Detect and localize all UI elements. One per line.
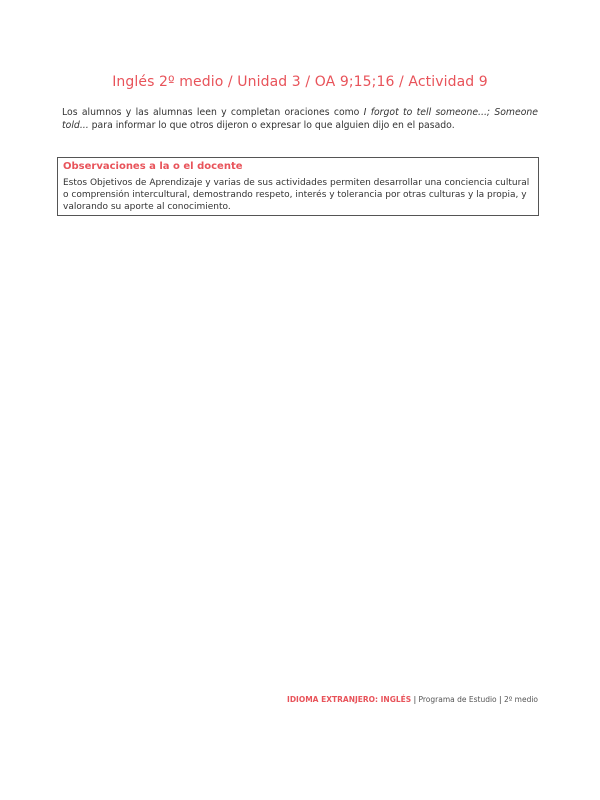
footer-grade: 2º medio [503, 695, 538, 704]
teacher-observations-text: Estos Objetivos de Aprendizaje y varias de sus actividades permiten desarrollar una conciencia cultural o comprensión intercultural, demostrando respeto, interés y tolerancia por otras culturas y la propia, y valorando su aporte al conocimiento. [63, 178, 530, 212]
intro-text-before: Los alumnos y las alumnas leen y completan oraciones como [62, 107, 364, 118]
intro-paragraph [62, 106, 538, 132]
footer-program: Programa de Estudio [418, 695, 497, 704]
footer-subject: IDIOMA EXTRANJERO: INGLÉS [287, 695, 412, 704]
intro-text-after: para informar lo que otros dijeron o expresar lo que alguien dijo en el pasado. [88, 120, 455, 131]
teacher-observations-box [57, 157, 539, 216]
teacher-observations-title: Observaciones a la o el docente [63, 161, 243, 172]
page-title: Inglés 2º medio / Unidad 3 / OA 9;15;16 / Actividad 9 [112, 74, 488, 90]
footer-separator: | [496, 695, 504, 704]
page-footer [287, 695, 538, 704]
intro-example-phrases: I forgot to tell someone...; Someone told... [62, 107, 539, 131]
footer-separator: | [411, 695, 419, 704]
